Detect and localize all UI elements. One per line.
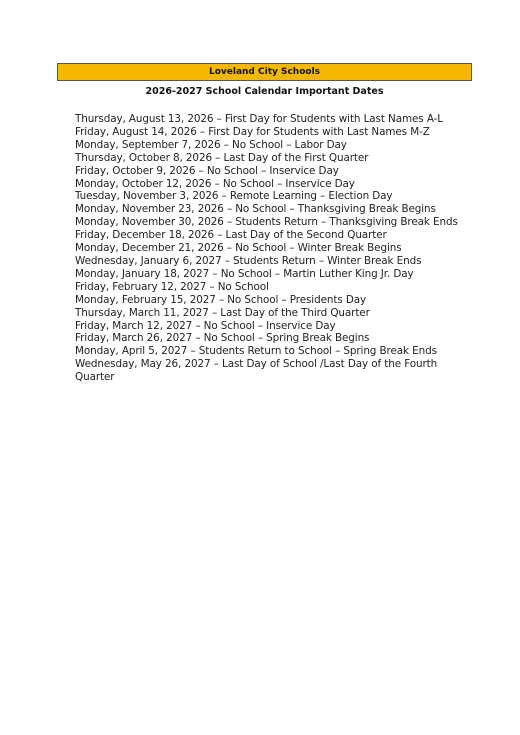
district-name: Loveland City Schools (208, 67, 321, 77)
date-entry: Friday, August 14, 2026 – First Day for Students with Last Names M-Z (75, 125, 430, 138)
date-entry: Friday, December 18, 2026 – Last Day of the Second Quarter (75, 229, 387, 242)
date-entry: Thursday, October 8, 2026 – Last Day of the First Quarter (75, 151, 369, 164)
date-entry: Monday, December 21, 2026 – No School – Winter Break Begins (75, 242, 402, 255)
date-entry: Thursday, March 11, 2027 – Last Day of the Third Quarter (75, 306, 370, 319)
date-entry: Friday, October 9, 2026 – No School – Inservice Day (75, 164, 339, 177)
date-entry: Friday, February 12, 2027 – No School (75, 280, 269, 293)
date-entry: Friday, March 12, 2027 – No School – Inservice Day (75, 319, 336, 332)
date-entry: Monday, January 18, 2027 – No School – Martin Luther King Jr. Day (75, 267, 414, 280)
date-entry: Monday, April 5, 2027 – Students Return to School – Spring Break Ends (75, 345, 437, 358)
date-entry: Friday, March 26, 2027 – No School – Spring Break Begins (75, 332, 370, 345)
date-entry: Monday, September 7, 2026 – No School – Labor Day (75, 138, 347, 151)
document-title: 2026-2027 School Calendar Important Dates (145, 86, 384, 97)
important-dates-list (75, 113, 460, 384)
date-entry: Wednesday, January 6, 2027 – Students Return – Winter Break Ends (75, 254, 422, 267)
date-entry: Monday, November 23, 2026 – No School – Thanksgiving Break Begins (75, 203, 436, 216)
district-header-bar (57, 63, 472, 81)
date-entry: Wednesday, May 26, 2027 – Last Day of School /Last Day of the Fourth Quarter (75, 358, 438, 384)
date-entry: Monday, November 30, 2026 – Students Return – Thanksgiving Break Ends (75, 216, 458, 229)
date-entry: Thursday, August 13, 2026 – First Day for Students with Last Names A-L (75, 113, 443, 125)
date-entry: Monday, October 12, 2026 – No School – Inservice Day (75, 177, 355, 190)
date-entry: Tuesday, November 3, 2026 – Remote Learning – Election Day (75, 190, 393, 203)
date-entry: Monday, February 15, 2027 – No School – Presidents Day (75, 293, 367, 306)
